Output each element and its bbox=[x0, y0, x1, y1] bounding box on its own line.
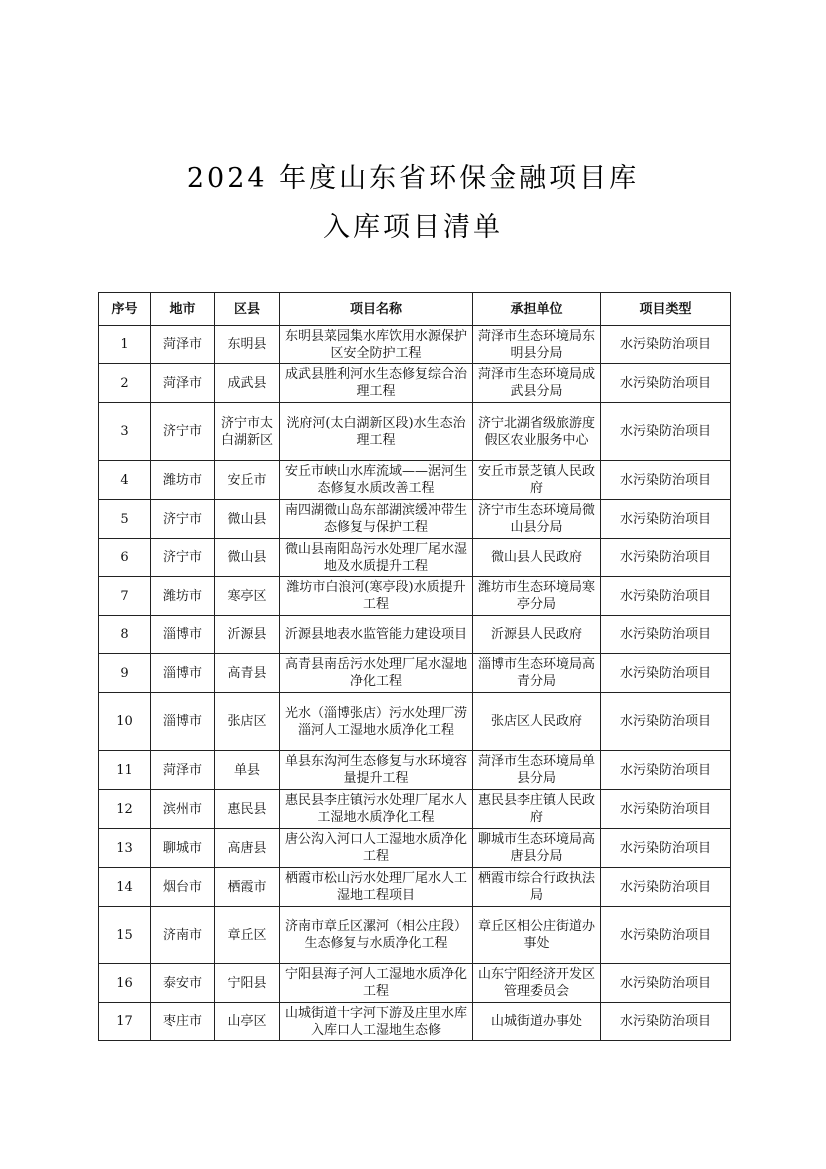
cell-unit: 聊城市生态环境局高唐县分局 bbox=[473, 829, 601, 868]
cell-city: 烟台市 bbox=[151, 868, 215, 907]
cell-no: 12 bbox=[99, 790, 151, 829]
cell-city: 济宁市 bbox=[151, 539, 215, 577]
cell-unit: 安丘市景芝镇人民政府 bbox=[473, 461, 601, 500]
cell-no: 16 bbox=[99, 964, 151, 1003]
cell-no: 1 bbox=[99, 326, 151, 364]
table-header-row bbox=[99, 293, 731, 326]
header-city: 地市 bbox=[151, 293, 215, 326]
table-row bbox=[99, 403, 731, 461]
cell-city: 济宁市 bbox=[151, 403, 215, 461]
cell-county: 高青县 bbox=[215, 654, 280, 693]
cell-unit: 菏泽市生态环境局成武县分局 bbox=[473, 364, 601, 403]
document-title-line2: 入库项目清单 bbox=[323, 212, 503, 243]
table-row bbox=[99, 790, 731, 829]
cell-type: 水污染防治项目 bbox=[601, 1003, 731, 1041]
cell-no: 17 bbox=[99, 1003, 151, 1041]
cell-city: 菏泽市 bbox=[151, 751, 215, 790]
cell-city: 济南市 bbox=[151, 907, 215, 964]
cell-unit: 章丘区相公庄街道办事处 bbox=[473, 907, 601, 964]
cell-type: 水污染防治项目 bbox=[601, 693, 731, 751]
cell-unit: 淄博市生态环境局高青分局 bbox=[473, 654, 601, 693]
cell-no: 3 bbox=[99, 403, 151, 461]
cell-project-name: 东明县菜园集水库饮用水源保护区安全防护工程 bbox=[280, 326, 473, 364]
cell-project-name: 南四湖微山岛东部湖滨缓冲带生态修复与保护工程 bbox=[280, 500, 473, 539]
cell-no: 10 bbox=[99, 693, 151, 751]
cell-county: 章丘区 bbox=[215, 907, 280, 964]
cell-project-name: 成武县胜利河水生态修复综合治理工程 bbox=[280, 364, 473, 403]
cell-county: 微山县 bbox=[215, 539, 280, 577]
cell-project-name: 唐公沟入河口人工湿地水质净化工程 bbox=[280, 829, 473, 868]
cell-no: 2 bbox=[99, 364, 151, 403]
cell-project-name: 潍坊市白浪河(寒亭段)水质提升工程 bbox=[280, 577, 473, 616]
cell-no: 5 bbox=[99, 500, 151, 539]
cell-unit: 山东宁阳经济开发区管理委员会 bbox=[473, 964, 601, 1003]
header-project-name: 项目名称 bbox=[280, 293, 473, 326]
cell-project-name: 微山县南阳岛污水处理厂尾水湿地及水质提升工程 bbox=[280, 539, 473, 577]
cell-unit: 惠民县李庄镇人民政府 bbox=[473, 790, 601, 829]
cell-unit: 微山县人民政府 bbox=[473, 539, 601, 577]
cell-project-name: 惠民县李庄镇污水处理厂尾水人工湿地水质净化工程 bbox=[280, 790, 473, 829]
cell-county: 单县 bbox=[215, 751, 280, 790]
cell-city: 泰安市 bbox=[151, 964, 215, 1003]
document-title-line1: 2024 年度山东省环保金融项目库 bbox=[186, 163, 640, 194]
cell-unit: 潍坊市生态环境局寒亭分局 bbox=[473, 577, 601, 616]
cell-project-name: 栖霞市松山污水处理厂尾水人工湿地工程项目 bbox=[280, 868, 473, 907]
cell-project-name: 安丘市峡山水库流域——涺河生态修复水质改善工程 bbox=[280, 461, 473, 500]
cell-city: 菏泽市 bbox=[151, 364, 215, 403]
table-row bbox=[99, 829, 731, 868]
table-row bbox=[99, 907, 731, 964]
cell-no: 14 bbox=[99, 868, 151, 907]
cell-project-name: 单县东沟河生态修复与水环境容量提升工程 bbox=[280, 751, 473, 790]
header-no: 序号 bbox=[99, 293, 151, 326]
table-row bbox=[99, 500, 731, 539]
cell-project-name: 宁阳县海子河人工湿地水质净化工程 bbox=[280, 964, 473, 1003]
table-row bbox=[99, 461, 731, 500]
cell-county: 高唐县 bbox=[215, 829, 280, 868]
table-row bbox=[99, 868, 731, 907]
table-row bbox=[99, 616, 731, 654]
cell-type: 水污染防治项目 bbox=[601, 964, 731, 1003]
cell-city: 菏泽市 bbox=[151, 326, 215, 364]
cell-no: 7 bbox=[99, 577, 151, 616]
table-row bbox=[99, 326, 731, 364]
cell-unit: 济宁市生态环境局微山县分局 bbox=[473, 500, 601, 539]
cell-city: 聊城市 bbox=[151, 829, 215, 868]
cell-county: 栖霞市 bbox=[215, 868, 280, 907]
cell-type: 水污染防治项目 bbox=[601, 403, 731, 461]
header-county: 区县 bbox=[215, 293, 280, 326]
cell-county: 微山县 bbox=[215, 500, 280, 539]
cell-no: 9 bbox=[99, 654, 151, 693]
table-row bbox=[99, 654, 731, 693]
cell-type: 水污染防治项目 bbox=[601, 577, 731, 616]
cell-county: 成武县 bbox=[215, 364, 280, 403]
cell-type: 水污染防治项目 bbox=[601, 829, 731, 868]
cell-type: 水污染防治项目 bbox=[601, 907, 731, 964]
cell-no: 4 bbox=[99, 461, 151, 500]
cell-unit: 栖霞市综合行政执法局 bbox=[473, 868, 601, 907]
table-row bbox=[99, 693, 731, 751]
cell-type: 水污染防治项目 bbox=[601, 616, 731, 654]
cell-project-name: 高青县南岳污水处理厂尾水湿地净化工程 bbox=[280, 654, 473, 693]
cell-unit: 山城街道办事处 bbox=[473, 1003, 601, 1041]
cell-city: 潍坊市 bbox=[151, 461, 215, 500]
cell-unit: 菏泽市生态环境局东明县分局 bbox=[473, 326, 601, 364]
cell-type: 水污染防治项目 bbox=[601, 364, 731, 403]
cell-city: 潍坊市 bbox=[151, 577, 215, 616]
cell-county: 寒亭区 bbox=[215, 577, 280, 616]
cell-county: 山亭区 bbox=[215, 1003, 280, 1041]
table-row bbox=[99, 1003, 731, 1041]
cell-project-name: 沂源县地表水监管能力建设项目 bbox=[280, 616, 473, 654]
cell-type: 水污染防治项目 bbox=[601, 326, 731, 364]
cell-type: 水污染防治项目 bbox=[601, 790, 731, 829]
cell-type: 水污染防治项目 bbox=[601, 539, 731, 577]
cell-county: 东明县 bbox=[215, 326, 280, 364]
cell-county: 安丘市 bbox=[215, 461, 280, 500]
table-row bbox=[99, 364, 731, 403]
table-row bbox=[99, 539, 731, 577]
cell-city: 枣庄市 bbox=[151, 1003, 215, 1041]
cell-county: 宁阳县 bbox=[215, 964, 280, 1003]
project-list-table bbox=[98, 292, 731, 1041]
cell-city: 淄博市 bbox=[151, 654, 215, 693]
cell-unit: 张店区人民政府 bbox=[473, 693, 601, 751]
cell-type: 水污染防治项目 bbox=[601, 461, 731, 500]
cell-no: 6 bbox=[99, 539, 151, 577]
cell-type: 水污染防治项目 bbox=[601, 500, 731, 539]
header-type: 项目类型 bbox=[601, 293, 731, 326]
cell-no: 8 bbox=[99, 616, 151, 654]
cell-unit: 济宁北湖省级旅游度假区农业服务中心 bbox=[473, 403, 601, 461]
cell-county: 济宁市太白湖新区 bbox=[215, 403, 280, 461]
cell-project-name: 山城街道十字河下游及庄里水库入库口人工湿地生态修 bbox=[280, 1003, 473, 1041]
cell-no: 13 bbox=[99, 829, 151, 868]
cell-project-name: 光水（淄博张店）污水处理厂涝淄河人工湿地水质净化工程 bbox=[280, 693, 473, 751]
cell-city: 济宁市 bbox=[151, 500, 215, 539]
cell-no: 11 bbox=[99, 751, 151, 790]
table-row bbox=[99, 577, 731, 616]
header-unit: 承担单位 bbox=[473, 293, 601, 326]
table-row bbox=[99, 751, 731, 790]
cell-city: 滨州市 bbox=[151, 790, 215, 829]
cell-type: 水污染防治项目 bbox=[601, 868, 731, 907]
cell-city: 淄博市 bbox=[151, 693, 215, 751]
cell-no: 15 bbox=[99, 907, 151, 964]
cell-type: 水污染防治项目 bbox=[601, 654, 731, 693]
cell-county: 张店区 bbox=[215, 693, 280, 751]
table-row bbox=[99, 964, 731, 1003]
cell-project-name: 济南市章丘区漯河（相公庄段）生态修复与水质净化工程 bbox=[280, 907, 473, 964]
cell-city: 淄博市 bbox=[151, 616, 215, 654]
cell-county: 沂源县 bbox=[215, 616, 280, 654]
cell-county: 惠民县 bbox=[215, 790, 280, 829]
cell-project-name: 洸府河(太白湖新区段)水生态治理工程 bbox=[280, 403, 473, 461]
cell-type: 水污染防治项目 bbox=[601, 751, 731, 790]
cell-unit: 沂源县人民政府 bbox=[473, 616, 601, 654]
cell-unit: 菏泽市生态环境局单县分局 bbox=[473, 751, 601, 790]
